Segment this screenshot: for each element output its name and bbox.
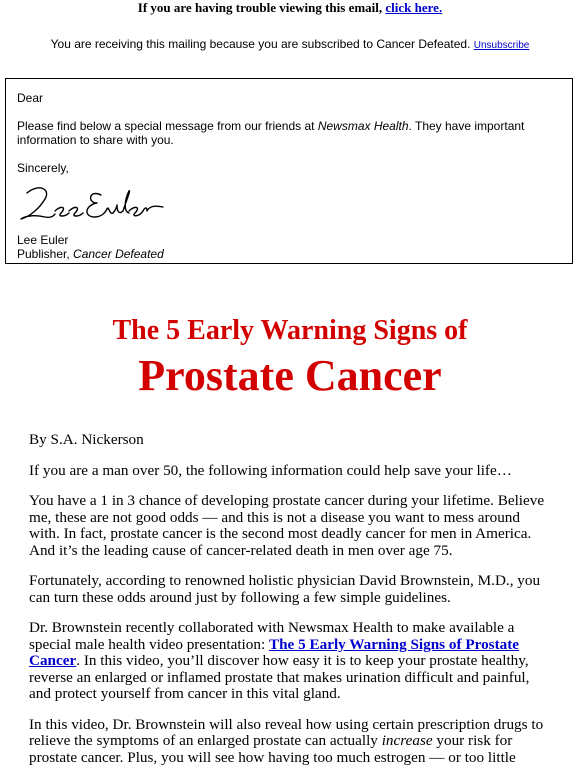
video-presentation-link[interactable]: The 5 Early Warning Signs of Prostate Cancer (29, 635, 520, 669)
letter-message (17, 119, 561, 147)
letter-signer-name: Lee Euler (17, 233, 69, 247)
article-paragraph-5 (29, 717, 551, 767)
signer-title-text: Publisher, (17, 247, 74, 261)
letter-message-text-end: . They have important information to share with you. (17, 119, 525, 147)
publisher-letter-box (5, 78, 573, 264)
article-paragraph-1: If you are a man over 50, the following information could help save your life… (29, 461, 512, 479)
paragraph-5-emphasis: increase (381, 732, 433, 749)
handwritten-signature (17, 181, 561, 229)
letter-closing: Sincerely, (17, 161, 69, 175)
letter-signer-title (17, 247, 561, 261)
signature-image (17, 181, 167, 227)
view-trouble-text: If you are having trouble viewing this email, (137, 0, 386, 15)
paragraph-5-text-end: your risk for prostate cancer. Plus, you will see how having too much estrogen — or too little (29, 732, 516, 766)
view-trouble-line (0, 0, 580, 15)
email-header (0, 0, 580, 53)
subscription-notice (0, 37, 580, 53)
letter-message-source: Newsmax Health (317, 119, 409, 133)
headline-line-2: Prostate Cancer (138, 351, 442, 400)
article-paragraph-3: Fortunately, according to renowned holistic physician David Brownstein, M.D., you can turn these odds around just by following a few simple guidelines. (29, 572, 541, 606)
subscription-text: You are receiving this mailing because you are subscribed to Cancer Defeated. (50, 37, 474, 51)
signer-publication: Cancer Defeated (73, 247, 164, 261)
paragraph-4-text-end: . In this video, you’ll discover how easy it is to keep your prostate healthy, reverse an enlarged or inflamed prostate that makes urination difficult and painful, and protect yourself from cancer in this vital gland. (29, 652, 530, 702)
article-body (29, 432, 551, 780)
paragraph-5-text: In this video, Dr. Brownstein will also reveal how using certain prescription drugs to relieve the symptoms of an enlarged prostate can actually (29, 715, 544, 749)
article-paragraph-2: You have a 1 in 3 chance of developing prostate cancer during your lifetime. Believe me, these are not good odds — and this is not a disease you want to mess around with. In fact, prostate cancer is the second most deadly cancer for men in America. And it’s the leading cause of cancer-related death in men over age 75. (29, 492, 545, 559)
letter-greeting: Dear (17, 91, 44, 105)
letter-message-text: Please find below a special message from our friends at (17, 119, 318, 133)
headline-line-1: The 5 Early Warning Signs of (112, 315, 468, 346)
view-online-link[interactable]: click here. (385, 0, 443, 15)
paragraph-4-text: Dr. Brownstein recently collaborated with Newsmax Health to make available a special male health video presentation: (29, 619, 515, 653)
article-paragraph-4 (29, 620, 551, 703)
article-byline: By S.A. Nickerson (29, 431, 144, 448)
unsubscribe-link[interactable]: Unsubscribe (473, 40, 530, 51)
